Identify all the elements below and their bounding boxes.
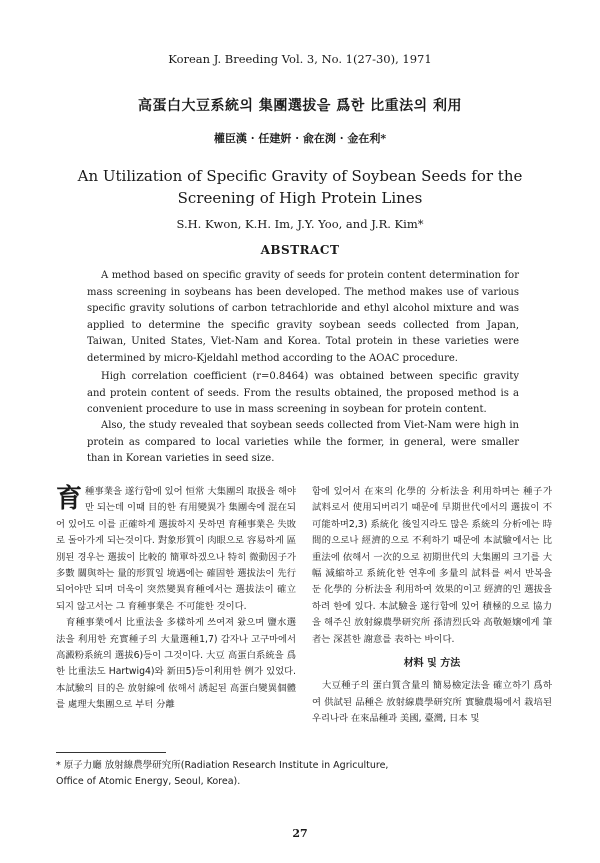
body-paragraph-4: 大豆種子의 蛋白質含量의 簡易檢定法을 確立하기 爲하여 供試된 品種은 放射線農學研究所 實驗農場에서 栽培된 우리나라 在來品種과 美國, 臺灣, 日本 및 xyxy=(312,680,552,725)
body-paragraph-1-text: 種事業을 遂行함에 있어 恒常 大集團의 取扱을 해야만 되는데 이때 目的한 有用變異가 集團속에 混在되어 있어도 이를 正確하게 選拔하지 못하면 育種事業은 失敗로 돌아가게 되는것이다. 對象形質이 肉眼으로 容易하게 區別된 경우는 選拔이 比較的 簡單하겠으나 特히 微動因子가 多數 關與하는 量的形質일 境遇에는 確固한 選拔法이 先行되어야만 되며 더욱이 突然變異育種에서는 選拔法이 確立되지 않고서는 그 育種事業은 不可能한 것이다. xyxy=(56,486,296,612)
footnote xyxy=(56,758,536,790)
page-number: 27 xyxy=(292,827,308,840)
authors-english: S.H. Kwon, K.H. Im, J.Y. Yoo, and J.R. Kim* xyxy=(176,217,424,231)
title-english-line2: Screening of High Protein Lines xyxy=(177,189,423,207)
body-left-column xyxy=(56,484,296,714)
body-paragraph-1 xyxy=(56,484,296,615)
section-heading-materials-methods: 材料 및 方法 xyxy=(403,658,461,670)
title-english xyxy=(0,165,600,209)
body-right-column xyxy=(312,484,552,728)
title-korean: 高蛋白大豆系統의 集團選拔을 爲한 比重法의 利用 xyxy=(137,98,463,114)
footnote-line-1: * 原子力廳 放射線農學研究所(Radiation Research Institute in Agriculture, xyxy=(56,760,389,771)
abstract-paragraph-2: High correlation coefficient (r=0.8464) was obtained between specific gravity and protein content of seeds. From the results obtained, the proposed method is a convenient procedure to use in mass screening in soybean for protein content. xyxy=(87,371,519,416)
authors-korean: 權臣漢 · 任建姸 · 兪在渕 · 金在利* xyxy=(213,132,387,145)
journal-header: Korean J. Breeding Vol. 3, No. 1(27-30), 1971 xyxy=(168,52,432,66)
body-paragraph-3: 함에 있어서 在來의 化學的 分析法을 利用하며는 種子가 試料로서 使用되버리기 때문에 早期世代에서의 選拔이 不可能하며2,3) 系統化 後일지라도 많은 系統의 分析에는 時間的으로나 經濟的으로 不利하기 때문에 本試驗에서는 比重法에 依해서 一次的으로 初期世代의 大集團의 크기를 大幅 減縮하고 系統化한 연후에 多量의 試料를 써서 반복을 둔 化學的 分析法을 利用하여 效果的이고 經濟的인 選拔을 하려 한에 있다. 本試驗을 遂行함에 있어 積極的으로 協力을 해주신 放射線農學研究所 孫清烈氏와 高敬姬嬢에게 筆者는 深甚한 謝意를 表하는 바이다. xyxy=(312,486,552,645)
title-english-line1: An Utilization of Specific Gravity of Soybean Seeds for the xyxy=(77,167,523,185)
abstract-paragraph-3: Also, the study revealed that soybean seeds collected from Viet-Nam were high in protein as compared to local varieties while the former, in general, were smaller than in Korean varieties in seed size. xyxy=(87,420,519,465)
footnote-divider xyxy=(56,752,166,753)
abstract-paragraph-1: A method based on specific gravity of seeds for protein content determination for mass screening in soybeans has been developed. The method makes use of various specific gravity solutions of carbon tetrachloride and ethyl alcohol mixture and was applied to determine the specific gravity soybean seeds collected from Japan, Taiwan, United States, Viet-Nam and Korea. Total protein in these varieties were determined by micro-Kjeldahl method according to the AOAC procedure. xyxy=(87,270,519,364)
footnote-line-2: Office of Atomic Energy, Seoul, Korea). xyxy=(56,776,241,787)
drop-cap: 育 xyxy=(56,484,83,514)
body-paragraph-2: 育種事業에서 比重法을 多樣하게 쓰여져 왔으며 鹽水選法을 利用한 充實種子의 大量選種1,7) 감자나 고구마에서 高澱粉系統의 選拔6)등이 그것이다. 大豆 高蛋白系統을 爲한 比重法도 Hartwig4)와 新田5)등이利用한 例가 있었다. 本試驗의 目的은 放射線에 依해서 誘起된 高蛋白變異個體를 處理大集團으로 부터 分離 xyxy=(56,617,296,711)
abstract-heading: ABSTRACT xyxy=(260,243,340,257)
